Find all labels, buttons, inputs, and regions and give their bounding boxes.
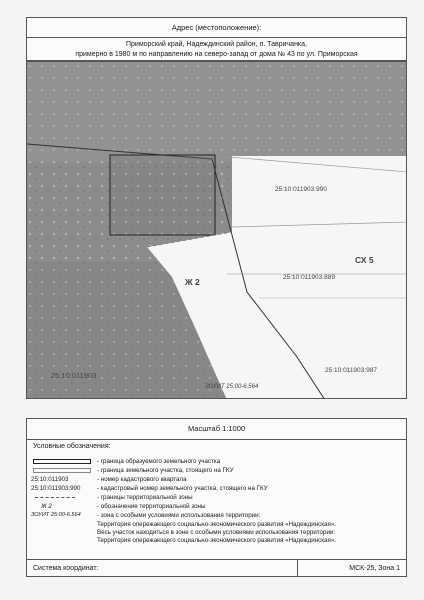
divider [297, 560, 298, 576]
map-drawing [27, 62, 407, 399]
legend-key: ЗОУИТ 25:00-6.564 [31, 512, 81, 518]
legend-list [31, 457, 401, 520]
zone-boundary-line-icon [31, 493, 93, 502]
registered-parcel-line-icon [31, 466, 93, 475]
coords-value: МСК-25, Зона 1 [349, 565, 400, 572]
legend-desc: - граница земельного участка, стоящего на ГКУ [97, 467, 234, 474]
formed-parcel-line-icon [31, 457, 93, 466]
scale-label: Масштаб 1:1000 [27, 419, 406, 440]
map-area [26, 61, 407, 399]
legend-panel [26, 418, 407, 568]
legend-key: 25:10:011903 [31, 476, 69, 483]
legend-desc: - кадастровый номер земельного участка, стоящего на ГКУ [97, 485, 268, 492]
address-text [26, 37, 407, 61]
legend-desc: - граница образуемого земельного участка [97, 458, 221, 465]
legend-title: Условные обозначения: [33, 443, 111, 450]
legend-desc: - границы территориальной зоны [97, 494, 193, 501]
quarter-label: 25:10:011903 [51, 371, 97, 380]
legend-item [31, 484, 401, 493]
legend-desc: - обозначение территориальной зоны [97, 503, 206, 510]
legend-item [31, 457, 401, 466]
legend-note: Территория опережающего социально-экономического развития «Надеждинская». [97, 521, 336, 528]
legend-item [31, 475, 401, 484]
address-header: Адрес (местоположение): [26, 17, 407, 38]
legend-note: Территория опережающего социально-экономического развития «Надеждинская». [97, 537, 336, 544]
parcel-889-label: 25:10:011903:889 [283, 274, 335, 281]
legend-item [31, 466, 401, 475]
zouit-label: ЗОУИТ 25:00-6.564 [205, 384, 259, 390]
parcel-987-label: 25:10:011903:987 [325, 367, 377, 374]
zone-zh2-label: Ж 2 [185, 277, 200, 287]
legend-desc: - номер кадастрового квартала [97, 476, 187, 483]
legend-desc: - зона с особыми условиями использования территории: [97, 512, 261, 519]
legend-key: Ж 2 [41, 503, 52, 510]
formed-parcel-boundary [110, 155, 215, 235]
zone-cx5-label: СХ 5 [355, 255, 374, 265]
legend-item [31, 502, 401, 511]
legend-note: Весь участок находиться в зоне с особыми условиями использования территории: [97, 529, 336, 536]
legend-item [31, 511, 401, 520]
coordinate-system-row [26, 559, 407, 577]
parcel-990-label: 25:10:011903:990 [275, 186, 327, 193]
address-line-2: примерно в 1980 м по направлению на северо-запад от дома № 43 по ул. Приморская [75, 51, 358, 58]
legend-key: 25:10:011903:990 [31, 485, 81, 492]
coords-label: Система координат: [33, 565, 99, 572]
legend-item [31, 493, 401, 502]
address-line-1: Приморский край, Надеждинский район, п. Тавричанка, [126, 41, 307, 48]
